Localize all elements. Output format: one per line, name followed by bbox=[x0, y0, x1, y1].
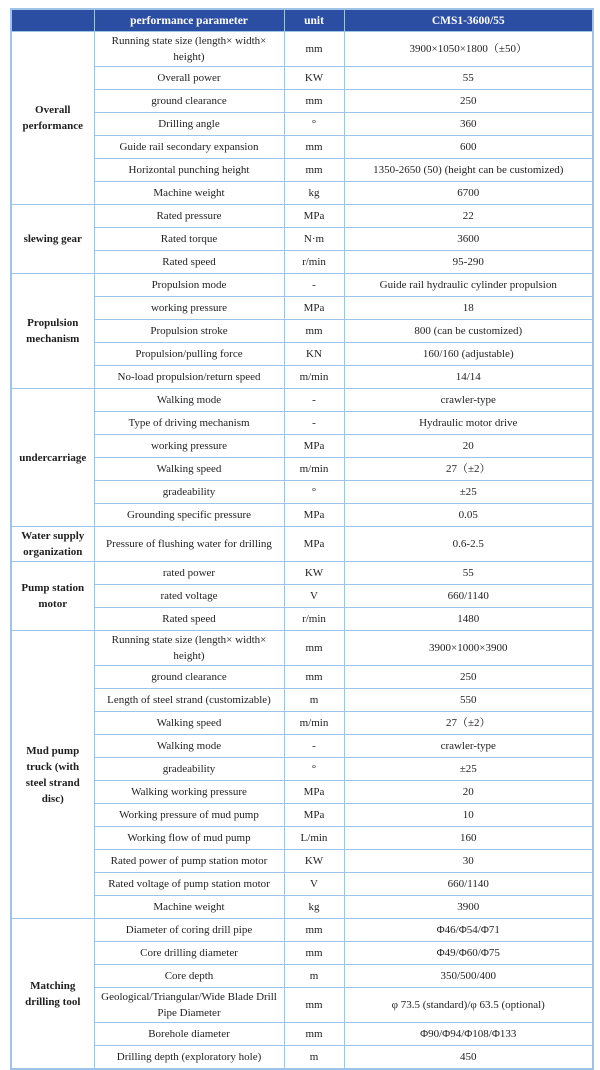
unit-cell: m bbox=[284, 1046, 344, 1070]
unit-cell: kg bbox=[284, 182, 344, 205]
table-row bbox=[11, 343, 593, 366]
parameter-cell: Guide rail secondary expansion bbox=[94, 136, 284, 159]
table-row bbox=[11, 205, 593, 228]
unit-cell: ° bbox=[284, 481, 344, 504]
unit-cell: mm bbox=[284, 1023, 344, 1046]
parameter-cell: Propulsion mode bbox=[94, 274, 284, 297]
value-cell: Φ49/Φ60/Φ75 bbox=[344, 942, 593, 965]
value-cell: 660/1140 bbox=[344, 873, 593, 896]
value-cell: ±25 bbox=[344, 758, 593, 781]
value-cell: 55 bbox=[344, 562, 593, 585]
parameter-cell: Geological/Triangular/Wide Blade Drill Pipe Diameter bbox=[94, 988, 284, 1023]
unit-cell: MPa bbox=[284, 205, 344, 228]
parameter-cell: rated power bbox=[94, 562, 284, 585]
table-row bbox=[11, 435, 593, 458]
value-cell: 550 bbox=[344, 689, 593, 712]
value-cell: 6700 bbox=[344, 182, 593, 205]
parameter-cell: Running state size (length× width× height) bbox=[94, 32, 284, 67]
value-cell: 800 (can be customized) bbox=[344, 320, 593, 343]
unit-cell: m/min bbox=[284, 458, 344, 481]
value-cell: 95-290 bbox=[344, 251, 593, 274]
unit-cell: ° bbox=[284, 758, 344, 781]
value-cell: crawler-type bbox=[344, 389, 593, 412]
table-row bbox=[11, 942, 593, 965]
value-cell: 600 bbox=[344, 136, 593, 159]
table-row bbox=[11, 527, 593, 562]
value-cell: 1350-2650 (50) (height can be customized) bbox=[344, 159, 593, 182]
value-cell: 55 bbox=[344, 67, 593, 90]
parameter-cell: ground clearance bbox=[94, 666, 284, 689]
unit-cell: MPa bbox=[284, 435, 344, 458]
header-parameter-cell: performance parameter bbox=[94, 9, 284, 32]
unit-cell: m/min bbox=[284, 366, 344, 389]
table-row bbox=[11, 873, 593, 896]
table-row bbox=[11, 274, 593, 297]
parameter-cell: Machine weight bbox=[94, 896, 284, 919]
unit-cell: mm bbox=[284, 666, 344, 689]
category-cell: Water supply organization bbox=[11, 527, 94, 562]
unit-cell: ° bbox=[284, 113, 344, 136]
table-row bbox=[11, 389, 593, 412]
table-row bbox=[11, 1046, 593, 1070]
parameter-cell: Working pressure of mud pump bbox=[94, 804, 284, 827]
table-row bbox=[11, 366, 593, 389]
header-model-cell: CMS1-3600/55 bbox=[344, 9, 593, 32]
parameter-cell: Machine weight bbox=[94, 182, 284, 205]
table-header bbox=[11, 9, 593, 32]
value-cell: φ 73.5 (standard)/φ 63.5 (optional) bbox=[344, 988, 593, 1023]
parameter-cell: Grounding specific pressure bbox=[94, 504, 284, 527]
parameter-cell: Walking mode bbox=[94, 389, 284, 412]
category-cell: Propulsion mechanism bbox=[11, 274, 94, 389]
parameter-cell: Diameter of coring drill pipe bbox=[94, 919, 284, 942]
unit-cell: mm bbox=[284, 988, 344, 1023]
table-row bbox=[11, 735, 593, 758]
parameter-cell: Running state size (length× width× height) bbox=[94, 631, 284, 666]
unit-cell: mm bbox=[284, 919, 344, 942]
unit-cell: MPa bbox=[284, 504, 344, 527]
unit-cell: L/min bbox=[284, 827, 344, 850]
unit-cell: - bbox=[284, 735, 344, 758]
table-row bbox=[11, 804, 593, 827]
value-cell: Hydraulic motor drive bbox=[344, 412, 593, 435]
value-cell: 160/160 (adjustable) bbox=[344, 343, 593, 366]
table-row bbox=[11, 758, 593, 781]
table-row bbox=[11, 827, 593, 850]
table-row bbox=[11, 631, 593, 666]
table-row bbox=[11, 67, 593, 90]
parameter-cell: Rated torque bbox=[94, 228, 284, 251]
parameter-cell: Overall power bbox=[94, 67, 284, 90]
parameter-cell: Rated pressure bbox=[94, 205, 284, 228]
parameter-cell: Walking speed bbox=[94, 712, 284, 735]
category-cell: Pump station motor bbox=[11, 562, 94, 631]
parameter-cell: No-load propulsion/return speed bbox=[94, 366, 284, 389]
unit-cell: KW bbox=[284, 562, 344, 585]
parameter-cell: Core depth bbox=[94, 965, 284, 988]
parameter-cell: Type of driving mechanism bbox=[94, 412, 284, 435]
unit-cell: MPa bbox=[284, 804, 344, 827]
parameter-cell: Horizontal punching height bbox=[94, 159, 284, 182]
unit-cell: KW bbox=[284, 67, 344, 90]
parameter-cell: Length of steel strand (customizable) bbox=[94, 689, 284, 712]
parameter-cell: Walking mode bbox=[94, 735, 284, 758]
parameter-cell: Walking working pressure bbox=[94, 781, 284, 804]
value-cell: crawler-type bbox=[344, 735, 593, 758]
table-row bbox=[11, 136, 593, 159]
value-cell: 3900×1050×1800（±50） bbox=[344, 32, 593, 67]
parameter-cell: Propulsion stroke bbox=[94, 320, 284, 343]
parameter-cell: gradeability bbox=[94, 481, 284, 504]
unit-cell: mm bbox=[284, 942, 344, 965]
value-cell: 250 bbox=[344, 90, 593, 113]
table-row bbox=[11, 850, 593, 873]
table-row bbox=[11, 608, 593, 631]
value-cell: 450 bbox=[344, 1046, 593, 1070]
value-cell: 18 bbox=[344, 297, 593, 320]
value-cell: Guide rail hydraulic cylinder propulsion bbox=[344, 274, 593, 297]
unit-cell: kg bbox=[284, 896, 344, 919]
value-cell: 27（±2） bbox=[344, 458, 593, 481]
value-cell: 3600 bbox=[344, 228, 593, 251]
table-row bbox=[11, 32, 593, 67]
unit-cell: V bbox=[284, 873, 344, 896]
unit-cell: mm bbox=[284, 631, 344, 666]
table-row bbox=[11, 412, 593, 435]
header-category-cell bbox=[11, 9, 94, 32]
table-row bbox=[11, 297, 593, 320]
parameter-cell: gradeability bbox=[94, 758, 284, 781]
parameter-cell: Drilling depth (exploratory hole) bbox=[94, 1046, 284, 1070]
table-row bbox=[11, 965, 593, 988]
parameter-cell: Drilling angle bbox=[94, 113, 284, 136]
parameter-cell: Working flow of mud pump bbox=[94, 827, 284, 850]
value-cell: Φ90/Φ94/Φ108/Φ133 bbox=[344, 1023, 593, 1046]
unit-cell: - bbox=[284, 389, 344, 412]
table-row bbox=[11, 228, 593, 251]
table-row bbox=[11, 666, 593, 689]
table-row bbox=[11, 504, 593, 527]
value-cell: Φ46/Φ54/Φ71 bbox=[344, 919, 593, 942]
header-unit-cell: unit bbox=[284, 9, 344, 32]
category-cell: Mud pump truck (with steel strand disc) bbox=[11, 631, 94, 919]
value-cell: 30 bbox=[344, 850, 593, 873]
table-row bbox=[11, 919, 593, 942]
value-cell: 27（±2） bbox=[344, 712, 593, 735]
unit-cell: - bbox=[284, 274, 344, 297]
value-cell: 22 bbox=[344, 205, 593, 228]
value-cell: 10 bbox=[344, 804, 593, 827]
parameter-cell: working pressure bbox=[94, 435, 284, 458]
parameter-cell: working pressure bbox=[94, 297, 284, 320]
unit-cell: KN bbox=[284, 343, 344, 366]
unit-cell: MPa bbox=[284, 297, 344, 320]
value-cell: 350/500/400 bbox=[344, 965, 593, 988]
category-cell: undercarriage bbox=[11, 389, 94, 527]
table-row bbox=[11, 988, 593, 1023]
table-row bbox=[11, 320, 593, 343]
category-cell: slewing gear bbox=[11, 205, 94, 274]
unit-cell: mm bbox=[284, 90, 344, 113]
category-cell: Matching drilling tool bbox=[11, 919, 94, 1070]
unit-cell: mm bbox=[284, 136, 344, 159]
unit-cell: mm bbox=[284, 32, 344, 67]
unit-cell: mm bbox=[284, 159, 344, 182]
unit-cell: - bbox=[284, 412, 344, 435]
parameter-cell: rated voltage bbox=[94, 585, 284, 608]
category-cell: Overall performance bbox=[11, 32, 94, 205]
table-row bbox=[11, 90, 593, 113]
value-cell: ±25 bbox=[344, 481, 593, 504]
parameter-cell: Rated voltage of pump station motor bbox=[94, 873, 284, 896]
table-row bbox=[11, 712, 593, 735]
value-cell: 20 bbox=[344, 435, 593, 458]
unit-cell: KW bbox=[284, 850, 344, 873]
unit-cell: mm bbox=[284, 320, 344, 343]
value-cell: 0.6-2.5 bbox=[344, 527, 593, 562]
value-cell: 3900 bbox=[344, 896, 593, 919]
table-row bbox=[11, 1023, 593, 1046]
table-body bbox=[11, 32, 593, 1070]
value-cell: 250 bbox=[344, 666, 593, 689]
unit-cell: m/min bbox=[284, 712, 344, 735]
unit-cell: r/min bbox=[284, 608, 344, 631]
table-row bbox=[11, 585, 593, 608]
value-cell: 3900×1000×3900 bbox=[344, 631, 593, 666]
parameter-cell: Borehole diameter bbox=[94, 1023, 284, 1046]
value-cell: 360 bbox=[344, 113, 593, 136]
unit-cell: N·m bbox=[284, 228, 344, 251]
unit-cell: m bbox=[284, 689, 344, 712]
table-row bbox=[11, 113, 593, 136]
unit-cell: MPa bbox=[284, 781, 344, 804]
header-row bbox=[11, 9, 593, 32]
table-row bbox=[11, 781, 593, 804]
unit-cell: MPa bbox=[284, 527, 344, 562]
unit-cell: V bbox=[284, 585, 344, 608]
parameter-cell: Propulsion/pulling force bbox=[94, 343, 284, 366]
specification-table bbox=[10, 8, 594, 1070]
table-row bbox=[11, 458, 593, 481]
parameter-cell: Rated speed bbox=[94, 608, 284, 631]
value-cell: 1480 bbox=[344, 608, 593, 631]
value-cell: 660/1140 bbox=[344, 585, 593, 608]
parameter-cell: Walking speed bbox=[94, 458, 284, 481]
value-cell: 14/14 bbox=[344, 366, 593, 389]
table-row bbox=[11, 481, 593, 504]
value-cell: 0.05 bbox=[344, 504, 593, 527]
table-row bbox=[11, 689, 593, 712]
parameter-cell: ground clearance bbox=[94, 90, 284, 113]
parameter-cell: Rated speed bbox=[94, 251, 284, 274]
value-cell: 20 bbox=[344, 781, 593, 804]
parameter-cell: Core drilling diameter bbox=[94, 942, 284, 965]
parameter-cell: Pressure of flushing water for drilling bbox=[94, 527, 284, 562]
parameter-cell: Rated power of pump station motor bbox=[94, 850, 284, 873]
unit-cell: m bbox=[284, 965, 344, 988]
table-row bbox=[11, 562, 593, 585]
value-cell: 160 bbox=[344, 827, 593, 850]
table-row bbox=[11, 251, 593, 274]
table-row bbox=[11, 896, 593, 919]
unit-cell: r/min bbox=[284, 251, 344, 274]
table-row bbox=[11, 182, 593, 205]
table-row bbox=[11, 159, 593, 182]
